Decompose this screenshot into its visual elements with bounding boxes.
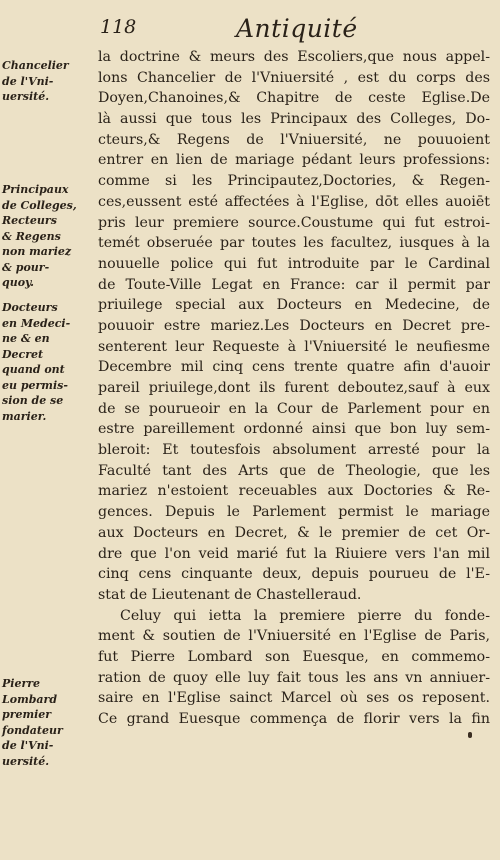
marginal-note-line: Principaux (2, 183, 69, 196)
marginal-note-line: Lombard (2, 692, 58, 706)
text-line: ment & soutien de l'Vniuersité en l'Eglise de Paris, (98, 628, 490, 645)
marginal-note-line: marier. (2, 409, 47, 423)
marginal-note-line: fondateur (2, 723, 63, 737)
text-line: nouuelle police qui fut introduite par le Cardinal (98, 255, 490, 272)
marginal-note-line: sion de se (2, 394, 64, 407)
text-line: gences. Depuis le Parlement permist le mariage (98, 504, 490, 521)
text-line: temét obseruée par toutes les facultez, iusques à la (98, 235, 490, 252)
text-line: ces,eussent esté affectées à l'Eglise, dōt elles auoiēt (98, 193, 490, 210)
text-line: priuilege special aux Docteurs en Medecine, de (98, 297, 490, 314)
text-line: estre pareillement ordonné ainsi que bon luy sem- (98, 421, 490, 438)
text-line: de se pourueoir en la Cour de Parlement pour en (98, 400, 490, 417)
text-line: là aussi que tous les Principaux des Colleges, Do- (98, 111, 490, 128)
text-line: Faculté tant des Arts que de Theologie, que les (98, 462, 490, 479)
text-line: pouuoir estre mariez.Les Docteurs en Decret pre- (98, 317, 490, 334)
marginal-note-line: de Colleges, (2, 198, 77, 212)
text-line: Doyen,Chanoines,& Chapitre de ceste Eglise.De (98, 90, 490, 107)
text-line: cinq cens cinquante deux, depuis pourueu de l'E- (98, 566, 490, 583)
marginal-note-line: de l'Vni- (2, 739, 54, 752)
text-line: stat de Lieutenant de Chastelleraud. (98, 586, 362, 603)
marginal-note (2, 300, 70, 424)
page-number: 118 (100, 16, 137, 38)
marginal-note-line: & pour- (2, 260, 50, 274)
text-line: entrer en lien de mariage pédant leurs professions: (98, 152, 490, 169)
text-line: saire en l'Eglise sainct Marcel où ses os reposent. (98, 690, 490, 707)
marginal-note-line: uersité. (2, 90, 50, 103)
marginal-note-line: Recteurs (2, 214, 57, 227)
marginal-note-line: & Regens (2, 229, 61, 243)
marginal-note-line: Pierre (2, 677, 41, 690)
marginal-note-line: Chancelier (2, 59, 69, 72)
text-line: aux Docteurs en Decret, & le premier de cet Or- (98, 524, 490, 541)
text-line: cteurs,& Regens de l'Vniuersité, ne pouuoient (98, 131, 490, 148)
text-line: comme si les Principautez,Doctories, & Regen- (98, 173, 490, 190)
text-line: Decembre mil cinq cens trente quatre afin d'auoir (98, 359, 490, 376)
text-line: fut Pierre Lombard son Euesque, en commemo- (98, 648, 490, 665)
text-line: pareil priuilege,dont ils furent deboutez,sauf à eux (98, 380, 490, 396)
text-line: senterent leur Requeste à l'Vniuersité le neufiesme (98, 338, 490, 355)
page-header (0, 10, 500, 50)
marginal-note (2, 182, 77, 291)
text-line: mariez n'estoient receuables aux Doctories & Re- (98, 483, 490, 500)
main-text (98, 47, 490, 730)
marginal-note-line: ne & en (2, 332, 50, 345)
text-line: pris leur premiere source.Coustume qui fut estroi- (98, 214, 490, 231)
text-line: bleroit: Et toutesfois absolument arresté pour la (98, 442, 490, 459)
text-line: Ce grand Euesque commença de florir vers la fin (98, 711, 490, 727)
marginal-note-line: eu permis- (2, 378, 68, 392)
text-line: la doctrine & meurs des Escoliers,que nous appel- (98, 49, 490, 65)
marginal-note-line: quand ont (2, 363, 65, 376)
text-line: ration de quoy elle luy fait tous les ans vn anniuer- (98, 669, 490, 686)
text-line: dre que l'on veid marié fut la Riuiere vers l'an mil (98, 545, 490, 562)
marginal-note-line: non mariez (2, 245, 72, 258)
marginal-note-line: Decret (2, 347, 44, 361)
running-title: Antiquité (236, 14, 358, 43)
ink-stain (468, 732, 472, 738)
marginal-note (2, 676, 63, 769)
marginal-note-line: quoy. (2, 276, 34, 289)
marginal-note-line: Docteurs (2, 301, 58, 314)
marginal-note (2, 58, 69, 105)
text-line: de Toute-Ville Legat en France: car il permit par (98, 276, 490, 293)
text-line: lons Chancelier de l'Vniuersité , est du corps des (98, 69, 490, 86)
text-line: Celuy qui ietta la premiere pierre du fonde- (120, 607, 490, 624)
marginal-note-line: de l'Vni- (2, 74, 54, 88)
marginal-note-line: premier (2, 708, 52, 721)
marginal-note-line: en Medeci- (2, 316, 71, 330)
marginal-note-line: uersité. (2, 754, 50, 768)
